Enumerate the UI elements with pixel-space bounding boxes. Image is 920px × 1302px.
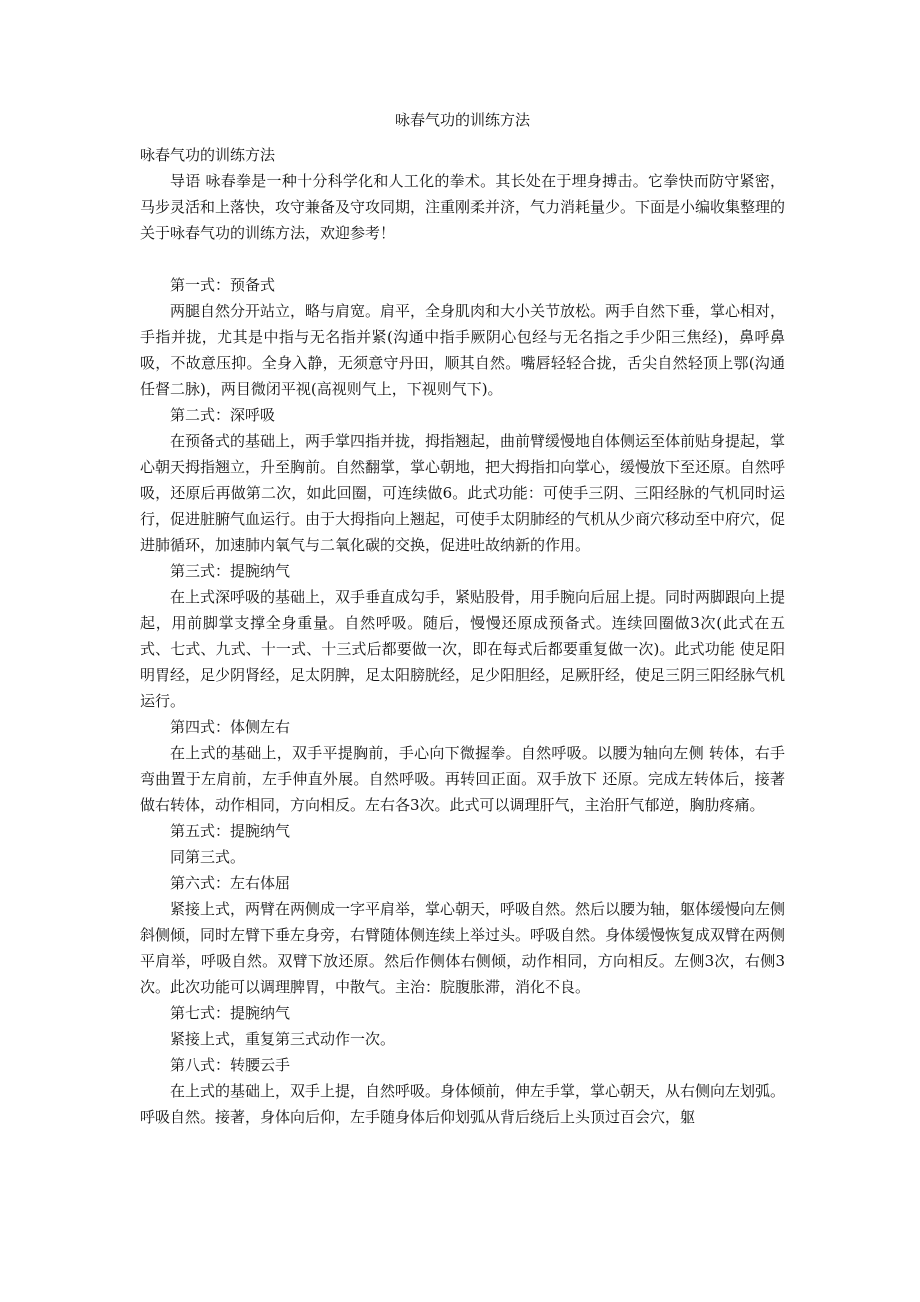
- blank-line: [140, 246, 785, 272]
- section-heading: 第八式：转腰云手: [170, 1056, 291, 1074]
- document-page: [140, 110, 785, 1130]
- section-heading: 第七式：提腕纳气: [170, 1004, 291, 1022]
- section-body: 紧接上式，两臂在两侧成一字平肩举，掌心朝天，呼吸自然。然后以腰为轴，躯体缓慢向左侧斜侧倾，同时左臂下垂左身旁，右臂随体侧连续上举过头。呼吸自然。身体缓慢恢复成双臂在两侧平肩举，呼吸自然。双臂下放还原。然后作侧体右侧倾，动作相同，方向相反。左侧3次，右侧3次。此次功能可以调理脾胃，中散气。主治：脘腹胀滞，消化不良。: [140, 900, 786, 996]
- intro-paragraph: 导语 咏春拳是一种十分科学化和人工化的拳术。其长处在于埋身搏击。它拳快而防守紧密，马步灵活和上落快，攻守兼备及守攻同期，注重刚柔并济，气力消耗量少。下面是小编收集整理的关于咏春气功的训练方法，欢迎参考！: [140, 172, 786, 242]
- section-body: 在上式深呼吸的基础上，双手垂直成勾手，紧贴股骨，用手腕向后屈上提。同时两脚跟向上提起，用前脚掌支撑全身重量。自然呼吸。随后，慢慢还原成预备式。连续回圈做3次(此式在五式、七式、九式、十一式、十三式后都要做一次，即在每式后都要重复做一次)。此式功能 使足阳明胃经，足少阴肾经，足太阴脾，足太阳膀胱经，足少阳胆经，足厥肝经，使足三阴三阳经脉气机运行。: [140, 588, 786, 710]
- section-heading: 第五式：提腕纳气: [170, 822, 291, 840]
- section-heading: 第一式：预备式: [170, 276, 276, 294]
- section-body: 在预备式的基础上，两手掌四指并拢，拇指翘起，曲前臂缓慢地自体侧运至体前贴身提起，掌心朝天拇指翘立，升至胸前。自然翻掌，掌心朝地，把大拇指扣向掌心，缓慢放下至还原。自然呼吸，还原后再做第二次，如此回圈，可连续做6。此式功能：可使手三阴、三阳经脉的气机同时运行，促进脏腑气血运行。由于大拇指向上翘起，可使手太阴肺经的气机从少商穴移动至中府穴，促进肺循环，加速肺内氧气与二氧化碳的交换，促进吐故纳新的作用。: [140, 432, 786, 554]
- section-heading: 第六式：左右体屈: [170, 874, 291, 892]
- section-body: 在上式的基础上，双手上提，自然呼吸。身体倾前，伸左手掌，掌心朝天，从右侧向左划弧。呼吸自然。接著，身体向后仰，左手随身体后仰划弧从背后绕后上头顶过百会穴，躯: [140, 1082, 786, 1126]
- section-body: 两腿自然分开站立，略与肩宽。肩平，全身肌肉和大小关节放松。两手自然下垂，掌心相对，手指并拢，尤其是中指与无名指并紧(沟通中指手厥阴心包经与无名指之手少阳三焦经)，鼻呼鼻吸，不故意压抑。全身入静，无须意守丹田，顺其自然。嘴唇轻轻合拢，舌尖自然轻顶上鄂(沟通任督二脉)，两目微闭平视(高视则气上，下视则气下)。: [140, 302, 786, 398]
- section-heading: 第三式：提腕纳气: [170, 562, 291, 580]
- document-subtitle: 咏春气功的训练方法: [140, 146, 276, 164]
- section-heading: 第四式：体侧左右: [170, 718, 291, 736]
- section-body: 紧接上式，重复第三式动作一次。: [170, 1030, 396, 1048]
- section-heading: 第二式：深呼吸: [170, 406, 276, 424]
- section-body: 同第三式。: [170, 848, 246, 866]
- section-body: 在上式的基础上，双手平提胸前，手心向下微握拳。自然呼吸。以腰为轴向左侧 转体，右手弯曲置于左肩前，左手伸直外展。自然呼吸。再转回正面。双手放下 还原。完成左转体后，接著做右转体，动作相同，方向相反。左右各3次。此式可以调理肝气，主治肝气郁逆，胸肋疼痛。: [140, 744, 785, 814]
- document-title: 咏春气功的训练方法: [394, 111, 530, 129]
